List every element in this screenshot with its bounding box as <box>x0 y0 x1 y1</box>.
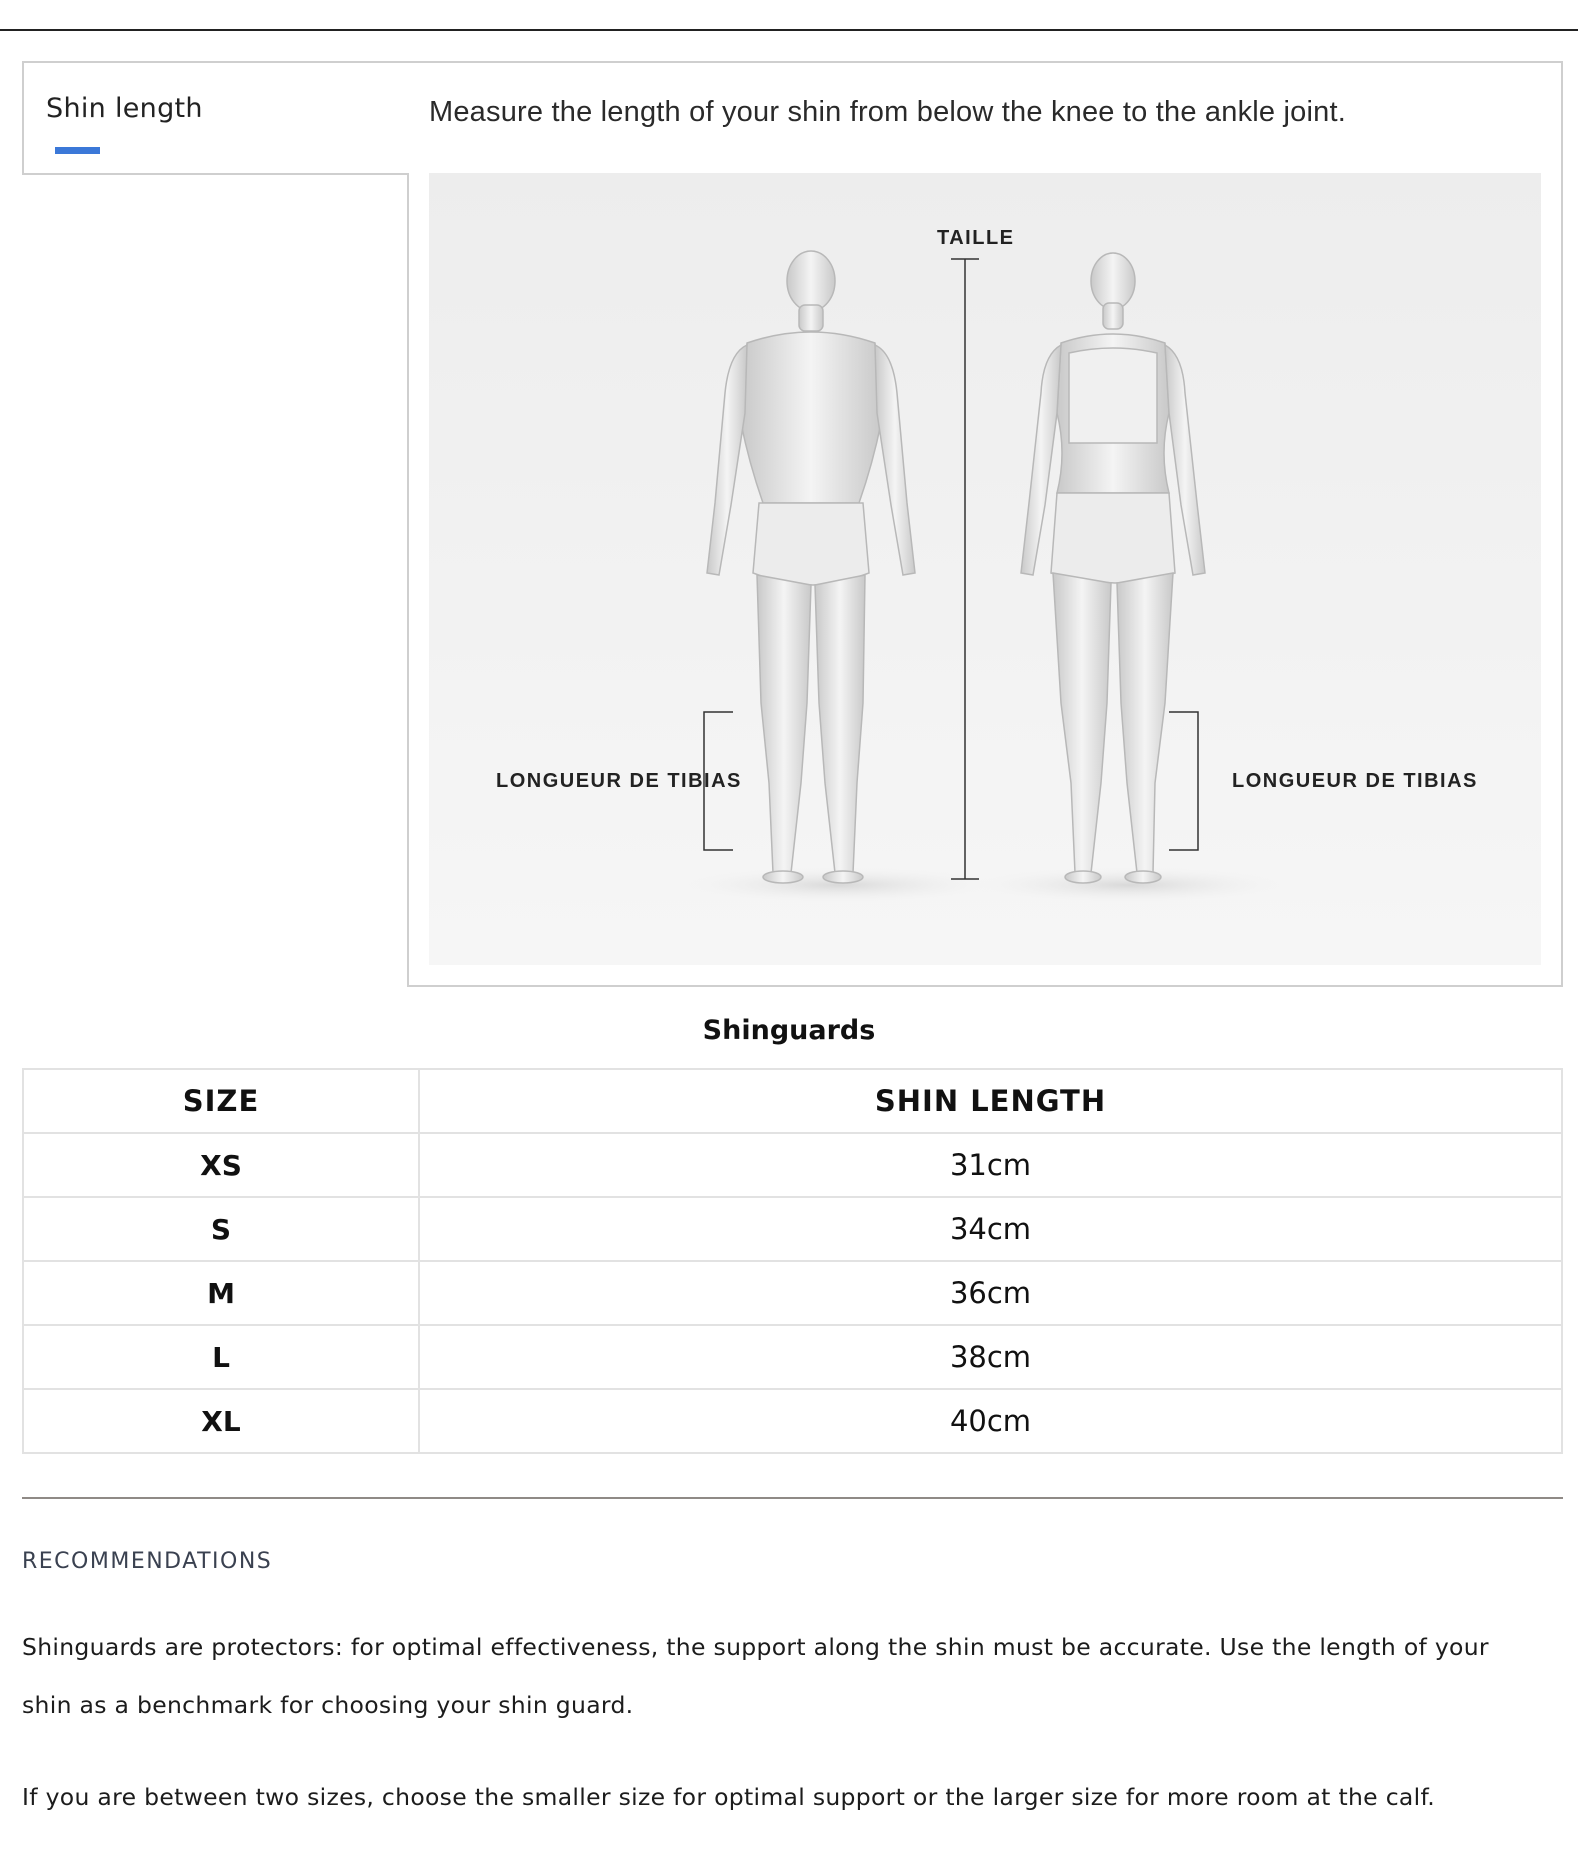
section-divider <box>22 1497 1563 1499</box>
tab-label: Shin length <box>46 93 203 124</box>
height-measure-line <box>951 259 979 879</box>
table-row <box>23 1389 1562 1453</box>
table-row <box>23 1261 1562 1325</box>
table-row <box>23 1197 1562 1261</box>
size-value: XL <box>23 1389 419 1453</box>
measurement-illustration <box>429 173 1541 965</box>
table-header-row <box>23 1069 1562 1133</box>
female-figure <box>1021 253 1205 883</box>
label-shin-left: LONGUEUR DE TIBIAS <box>496 770 742 792</box>
recommendation-paragraph: If you are between two sizes, choose the smaller size for optimal support or the larger size for more room at the calf. <box>22 1783 1436 1811</box>
measurement-description: Measure the length of your shin from below the knee to the ankle joint. <box>429 96 1346 128</box>
size-value: XS <box>23 1133 419 1197</box>
header-shin-length: SHIN LENGTH <box>419 1069 1562 1133</box>
label-shin-right: LONGUEUR DE TIBIAS <box>1232 770 1478 792</box>
shin-bracket-right <box>1169 712 1198 850</box>
body-figures-svg <box>429 173 1541 965</box>
size-chart-table <box>22 1068 1563 1454</box>
shin-length-value: 40cm <box>419 1389 1562 1453</box>
table-row <box>23 1133 1562 1197</box>
tab-shin-length[interactable] <box>22 61 407 175</box>
size-value: M <box>23 1261 419 1325</box>
size-value: S <box>23 1197 419 1261</box>
table-row <box>23 1325 1562 1389</box>
top-divider <box>0 29 1578 31</box>
shin-length-value: 31cm <box>419 1133 1562 1197</box>
recommendation-paragraph: Shinguards are protectors: for optimal effectiveness, the support along the shin must be accurate. Use the length of your shin as a benchmark for choosing your shin guard. <box>22 1633 1489 1719</box>
size-value: L <box>23 1325 419 1389</box>
shin-length-value: 34cm <box>419 1197 1562 1261</box>
recommendations-heading: RECOMMENDATIONS <box>22 1549 273 1574</box>
shin-length-value: 38cm <box>419 1325 1562 1389</box>
label-height: TAILLE <box>937 227 1015 249</box>
shin-length-value: 36cm <box>419 1261 1562 1325</box>
table-title: Shinguards <box>702 1015 876 1046</box>
header-size: SIZE <box>23 1069 419 1133</box>
active-tab-indicator <box>55 147 100 154</box>
